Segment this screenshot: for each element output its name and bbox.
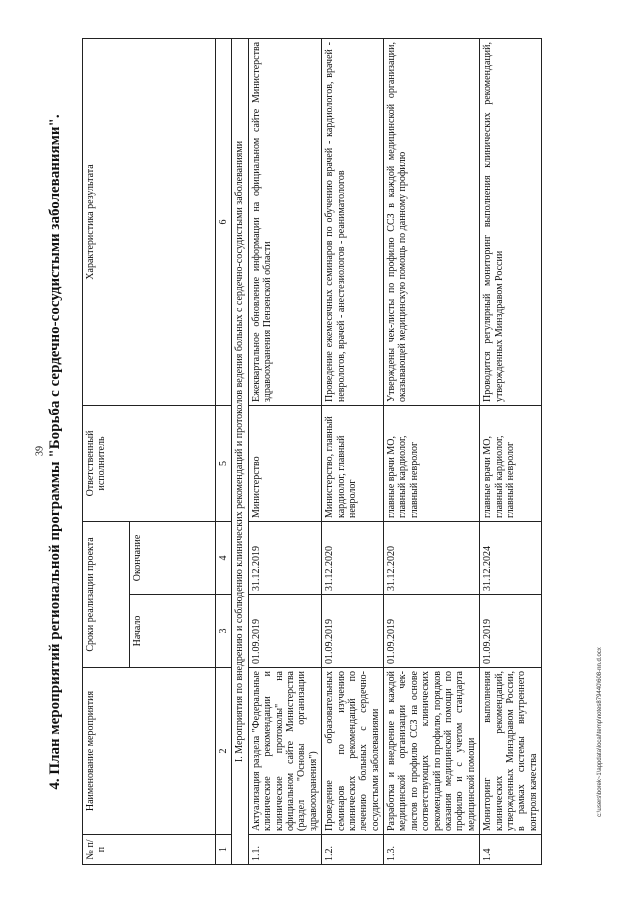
- row-num: 1.4: [480, 835, 542, 865]
- row-name: Мониторинг выполнения клинических рекомендаций, утвержденных Минздравом России, в рамках системы внутреннего контроля качества: [480, 668, 542, 835]
- header-num: № п/п: [83, 835, 216, 865]
- table-row: [322, 38, 384, 864]
- row-start: 01.09.2019: [248, 595, 321, 668]
- column-number: 6: [216, 38, 232, 405]
- row-name: Актуализация раздела "Федеральные клинические рекомендации и клинические протоколы" на официальном сайте Министерства (раздел "Основы организации здравоохранения"): [248, 668, 321, 835]
- row-name: Разработка и внедрение в каждой медицинской организации чек-листов по профилю ССЗ на основе соответствующих клинических рекомендаций по профилю, порядков оказания медицинской помощи по профилю и с учетом стандарта медицинской помощи: [384, 668, 480, 835]
- row-start: 01.09.2019: [384, 595, 480, 668]
- row-end: 31.12.2019: [248, 521, 321, 594]
- plan-table: [82, 38, 542, 865]
- table-row: [248, 38, 321, 864]
- row-executor: Министерство, главный кардиолог, главный невролог: [322, 405, 384, 521]
- header-executor: Ответственный исполнитель: [83, 405, 216, 521]
- section-title: I. Мероприятия по внедрению и соблюдению клинических рекомендаций и протоколов ведения больных с сердечно-сосудистыми заболеваниями: [232, 38, 248, 864]
- row-start: 01.09.2019: [322, 595, 384, 668]
- header-period: Сроки реализации проекта: [83, 521, 130, 667]
- page-number: 39: [34, 446, 46, 456]
- file-path-note: c:\users\borek~1\appdata\local\temp\notes879440\608-nn.d.ocx: [597, 647, 603, 817]
- row-num: 1.2.: [322, 835, 384, 865]
- rotated-content: [42, 39, 597, 865]
- document-heading: 4. План мероприятий региональной программы "Борьба с сердечно-сосудистыми заболеваниями".: [47, 114, 63, 790]
- row-result: Проведение ежемесячных семинаров по обучению врачей - кардиологов, врачей - неврологов, врачей - анестезиологов - реаниматологов: [322, 38, 384, 405]
- row-result: Ежеквартальное обновление информации на официальном сайте Министерства здравоохранения Пензенской области: [248, 38, 321, 405]
- row-start: 01.09.2019: [480, 595, 542, 668]
- row-end: 31.12.2020: [322, 521, 384, 594]
- row-end: 31.12.2024: [480, 521, 542, 594]
- row-executor: главные врачи МО, главный кардиолог, главный невролог: [384, 405, 480, 521]
- header-name: Наименование мероприятия: [83, 668, 216, 835]
- row-result: Утверждены чек-листы по профилю ССЗ в каждой медицинской организации, оказывающей медицинскую помощь по данному профилю: [384, 38, 480, 405]
- row-executor: Министерство: [248, 405, 321, 521]
- header-end: Окончание: [130, 521, 216, 594]
- header-result: Характеристика результата: [83, 38, 216, 405]
- column-number: 4: [216, 521, 232, 594]
- column-number: 1: [216, 835, 232, 865]
- row-result: Проводится регулярный мониторинг выполнения клинических рекомендаций, утвержденных Минздравом России: [480, 38, 542, 405]
- table-row: [384, 38, 480, 864]
- row-name: Проведение образовательных семинаров по изучению клинических рекомендаций по лечению больных с сердечно-сосудистыми заболеваниями: [322, 668, 384, 835]
- column-number: 3: [216, 595, 232, 668]
- row-end: 31.12.2020: [384, 521, 480, 594]
- row-num: 1.1.: [248, 835, 321, 865]
- table-row: [480, 38, 542, 864]
- column-number: 5: [216, 405, 232, 521]
- header-start: Начало: [130, 595, 216, 668]
- column-number: 2: [216, 668, 232, 835]
- row-executor: главные врачи МО, главный кардиолог, главный невролог: [480, 405, 542, 521]
- row-num: 1.3.: [384, 835, 480, 865]
